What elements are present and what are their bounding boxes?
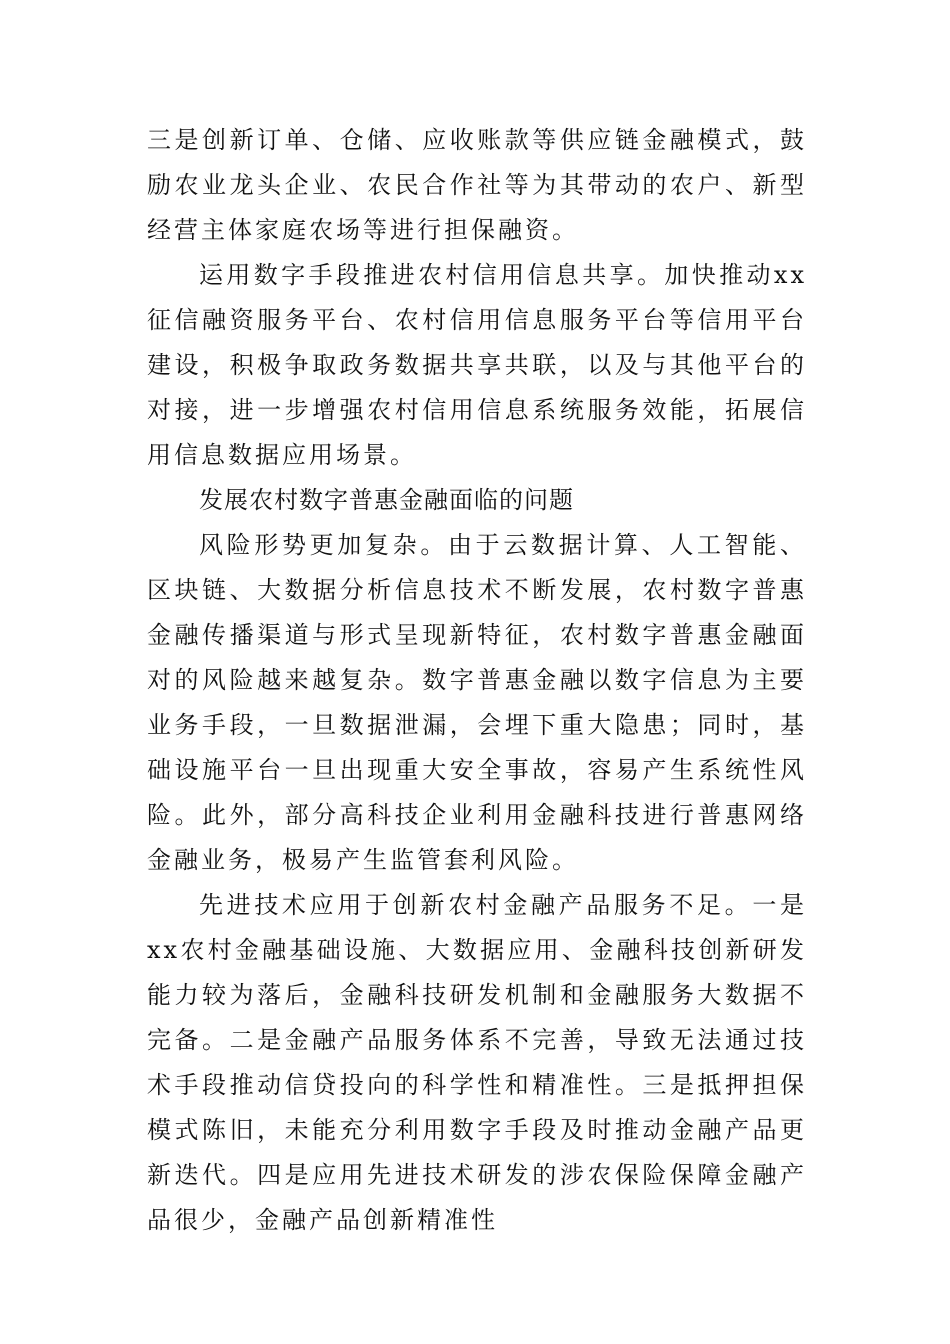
paragraph-supply-chain-finance: 三是创新订单、仓储、应收账款等供应链金融模式，鼓励农业龙头企业、农民合作社等为其带动的农户、新型经营主体家庭农场等进行担保融资。: [147, 126, 807, 244]
document-body: [147, 118, 807, 1243]
paragraph-risk-situation: 风险形势更加复杂。由于云数据计算、人工智能、区块链、大数据分析信息技术不断发展，农村数字普惠金融传播渠道与形式呈现新特征，农村数字普惠金融面对的风险越来越复杂。数字普惠金融以数字信息为主要业务手段，一旦数据泄漏，会埋下重大隐患；同时，基础设施平台一旦出现重大安全事故，容易产生系统性风险。此外，部分高科技企业利用金融科技进行普惠网络金融业务，极易产生监管套利风险。: [147, 531, 807, 874]
section-heading: 发展农村数字普惠金融面临的问题: [199, 486, 574, 514]
paragraph-technology-application: 先进技术应用于创新农村金融产品服务不足。一是xx农村金融基础设施、大数据应用、金融科技创新研发能力较为落后，金融科技研发机制和金融服务大数据不完备。二是金融产品服务体系不完善，导致无法通过技术手段推动信贷投向的科学性和精准性。三是抵押担保模式陈旧，未能充分利用数字手段及时推动金融产品更新迭代。四是应用先进技术研发的涉农保险保障金融产品很少，金融产品创新精准性: [147, 891, 807, 1234]
paragraph-credit-info-sharing: 运用数字手段推进农村信用信息共享。加快推动xx征信融资服务平台、农村信用信息服务平台等信用平台建设，积极争取政务数据共享共联，以及与其他平台的对接，进一步增强农村信用信息系统服务效能，拓展信用信息数据应用场景。: [147, 261, 807, 469]
